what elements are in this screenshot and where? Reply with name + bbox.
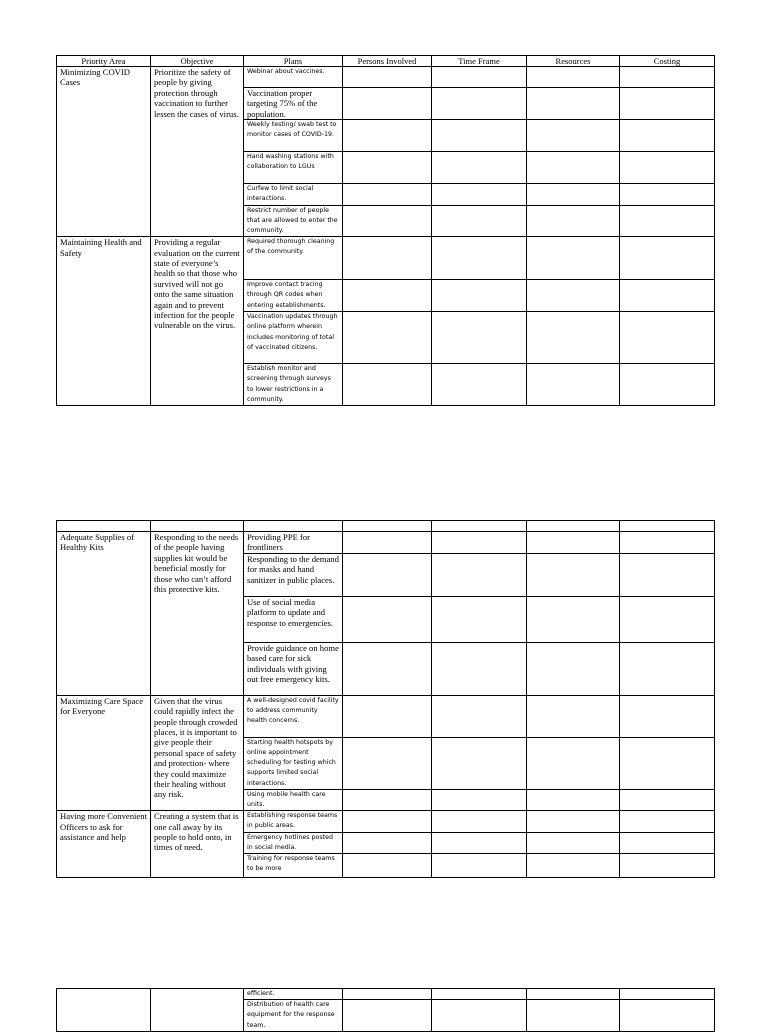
- costing-cell: [620, 67, 715, 88]
- blank-cell: [57, 521, 151, 532]
- plan-cell: Responding to the demand for masks and hand sanitizer in public places.: [244, 553, 343, 596]
- resources-cell: [527, 184, 620, 205]
- blank-cell: [343, 521, 432, 532]
- resources-cell: [527, 1000, 620, 1032]
- plan-cell: Training for response teams to be more: [244, 854, 343, 878]
- plan-cell: Curfew to limit social interactions.: [244, 184, 343, 205]
- costing-cell: [620, 184, 715, 205]
- persons-involved-cell: [343, 364, 432, 406]
- resources-cell: [527, 88, 620, 120]
- column-header: Objective: [151, 56, 244, 67]
- persons-involved-cell: [343, 737, 432, 789]
- blank-cell: [151, 521, 244, 532]
- blank-header-row: [57, 521, 715, 532]
- time-frame-cell: [432, 832, 527, 853]
- resources-cell: [527, 789, 620, 810]
- persons-involved-cell: [343, 553, 432, 596]
- time-frame-cell: [432, 695, 527, 737]
- costing-cell: [620, 695, 715, 737]
- time-frame-cell: [432, 364, 527, 406]
- objective-cell: Prioritize the safety of people by giving protection through vaccination to further lessen the cases of virus.: [151, 67, 244, 237]
- plan-cell: Establish monitor and screening through surveys to lower restrictions in a community.: [244, 364, 343, 406]
- resources-cell: [527, 695, 620, 737]
- plan-cell: Improve contact tracing through QR codes when entering establishments.: [244, 280, 343, 312]
- table-row: [57, 532, 715, 554]
- time-frame-cell: [432, 312, 527, 364]
- header-row: [57, 56, 715, 67]
- costing-cell: [620, 120, 715, 152]
- persons-involved-cell: [343, 184, 432, 205]
- costing-cell: [620, 811, 715, 832]
- costing-cell: [620, 532, 715, 554]
- column-header: Persons Involved: [343, 56, 432, 67]
- costing-cell: [620, 989, 715, 1000]
- plan-cell: Required thorough cleaning of the community.: [244, 237, 343, 280]
- resources-cell: [527, 120, 620, 152]
- resources-cell: [527, 811, 620, 832]
- persons-involved-cell: [343, 789, 432, 810]
- time-frame-cell: [432, 88, 527, 120]
- priority-plan-table-continued-2: [56, 988, 715, 1032]
- costing-cell: [620, 553, 715, 596]
- time-frame-cell: [432, 67, 527, 88]
- plan-cell: Distribution of health care equipment for the response team.: [244, 1000, 343, 1032]
- objective-cell: Responding to the needs of the people having supplies kit would be beneficial mostly for those who can’t afford this protective kits.: [151, 532, 244, 696]
- persons-involved-cell: [343, 532, 432, 554]
- blank-cell: [244, 521, 343, 532]
- persons-involved-cell: [343, 88, 432, 120]
- plan-cell: Establishing response teams in public areas.: [244, 811, 343, 832]
- plan-cell: Vaccination updates through online platform wherein includes monitoring of total of vaccinated citizens.: [244, 312, 343, 364]
- time-frame-cell: [432, 1000, 527, 1032]
- priority-area-cell: Having more Convenient Officers to ask for assistance and help: [57, 811, 151, 878]
- priority-plan-table-continued: [56, 520, 715, 878]
- plan-cell: Use of social media platform to update and response to emergencies.: [244, 596, 343, 642]
- objective-cell: Providing a regular evaluation on the current state of everyone’s health so that those who survived will not go onto the same situation again and to prevent infection for the people vulnerable on the virus.: [151, 237, 244, 406]
- resources-cell: [527, 532, 620, 554]
- plan-cell: Provide guidance on home based care for sick individuals with giving out free emergency kits.: [244, 642, 343, 695]
- persons-involved-cell: [343, 642, 432, 695]
- persons-involved-cell: [343, 989, 432, 1000]
- priority-area-cell: Maintaining Health and Safety: [57, 237, 151, 406]
- objective-cell: [151, 989, 244, 1032]
- priority-plan-table: [56, 55, 715, 406]
- resources-cell: [527, 237, 620, 280]
- resources-cell: [527, 312, 620, 364]
- plan-cell: Webinar about vaccines.: [244, 67, 343, 88]
- resources-cell: [527, 553, 620, 596]
- column-header: Costing: [620, 56, 715, 67]
- table-row: [57, 67, 715, 88]
- time-frame-cell: [432, 280, 527, 312]
- column-header: Time Frame: [432, 56, 527, 67]
- persons-involved-cell: [343, 832, 432, 853]
- table-row: [57, 811, 715, 832]
- costing-cell: [620, 1000, 715, 1032]
- time-frame-cell: [432, 532, 527, 554]
- time-frame-cell: [432, 120, 527, 152]
- resources-cell: [527, 854, 620, 878]
- time-frame-cell: [432, 737, 527, 789]
- costing-cell: [620, 832, 715, 853]
- resources-cell: [527, 737, 620, 789]
- resources-cell: [527, 205, 620, 237]
- time-frame-cell: [432, 789, 527, 810]
- costing-cell: [620, 789, 715, 810]
- resources-cell: [527, 989, 620, 1000]
- persons-involved-cell: [343, 237, 432, 280]
- persons-involved-cell: [343, 312, 432, 364]
- resources-cell: [527, 364, 620, 406]
- time-frame-cell: [432, 811, 527, 832]
- plan-cell: Emergency hotlines posted in social media.: [244, 832, 343, 853]
- table-row: [57, 237, 715, 280]
- persons-involved-cell: [343, 596, 432, 642]
- plan-cell: Weekly testing/ swab test to monitor cases of COVID-19.: [244, 120, 343, 152]
- time-frame-cell: [432, 152, 527, 184]
- plan-cell: efficient.: [244, 989, 343, 1000]
- plan-cell: A well-designed covid facility to address community health concerns.: [244, 695, 343, 737]
- resources-cell: [527, 280, 620, 312]
- time-frame-cell: [432, 642, 527, 695]
- persons-involved-cell: [343, 205, 432, 237]
- blank-cell: [620, 521, 715, 532]
- priority-area-cell: Adequate Supplies of Healthy Kits: [57, 532, 151, 696]
- persons-involved-cell: [343, 120, 432, 152]
- plan-cell: Vaccination proper targeting 75% of the population.: [244, 88, 343, 120]
- objective-cell: Given that the virus could rapidly infect the people through crowded places, it is important to give people their personal space of safety and protection- where they could maximize their healing without any risk.: [151, 695, 244, 810]
- persons-involved-cell: [343, 695, 432, 737]
- objective-cell: Creating a system that is one call away by its people to hold onto, in times of need.: [151, 811, 244, 878]
- time-frame-cell: [432, 989, 527, 1000]
- priority-area-cell: Maximizing Care Space for Everyone: [57, 695, 151, 810]
- blank-cell: [527, 521, 620, 532]
- costing-cell: [620, 737, 715, 789]
- blank-cell: [432, 521, 527, 532]
- persons-involved-cell: [343, 854, 432, 878]
- costing-cell: [620, 364, 715, 406]
- plan-cell: Using mobile health care units.: [244, 789, 343, 810]
- costing-cell: [620, 854, 715, 878]
- costing-cell: [620, 642, 715, 695]
- priority-area-cell: [57, 989, 151, 1032]
- time-frame-cell: [432, 237, 527, 280]
- time-frame-cell: [432, 553, 527, 596]
- costing-cell: [620, 205, 715, 237]
- time-frame-cell: [432, 205, 527, 237]
- time-frame-cell: [432, 184, 527, 205]
- persons-involved-cell: [343, 152, 432, 184]
- costing-cell: [620, 88, 715, 120]
- costing-cell: [620, 280, 715, 312]
- costing-cell: [620, 596, 715, 642]
- resources-cell: [527, 596, 620, 642]
- costing-cell: [620, 237, 715, 280]
- costing-cell: [620, 152, 715, 184]
- time-frame-cell: [432, 854, 527, 878]
- resources-cell: [527, 67, 620, 88]
- plan-cell: Providing PPE for frontliners: [244, 532, 343, 554]
- column-header: Priority Area: [57, 56, 151, 67]
- persons-involved-cell: [343, 280, 432, 312]
- column-header: Resources: [527, 56, 620, 67]
- resources-cell: [527, 152, 620, 184]
- resources-cell: [527, 832, 620, 853]
- persons-involved-cell: [343, 67, 432, 88]
- costing-cell: [620, 312, 715, 364]
- resources-cell: [527, 642, 620, 695]
- table-row: [57, 989, 715, 1000]
- priority-area-cell: Minimizing COVID Cases: [57, 67, 151, 237]
- persons-involved-cell: [343, 1000, 432, 1032]
- table-row: [57, 695, 715, 737]
- plan-cell: Hand washing stations with collaboration to LGUs: [244, 152, 343, 184]
- plan-cell: Starting health hotspots by online appointment scheduling for testing which supports limited social interactions.: [244, 737, 343, 789]
- plan-cell: Restrict number of people that are allowed to enter the community.: [244, 205, 343, 237]
- time-frame-cell: [432, 596, 527, 642]
- persons-involved-cell: [343, 811, 432, 832]
- column-header: Plans: [244, 56, 343, 67]
